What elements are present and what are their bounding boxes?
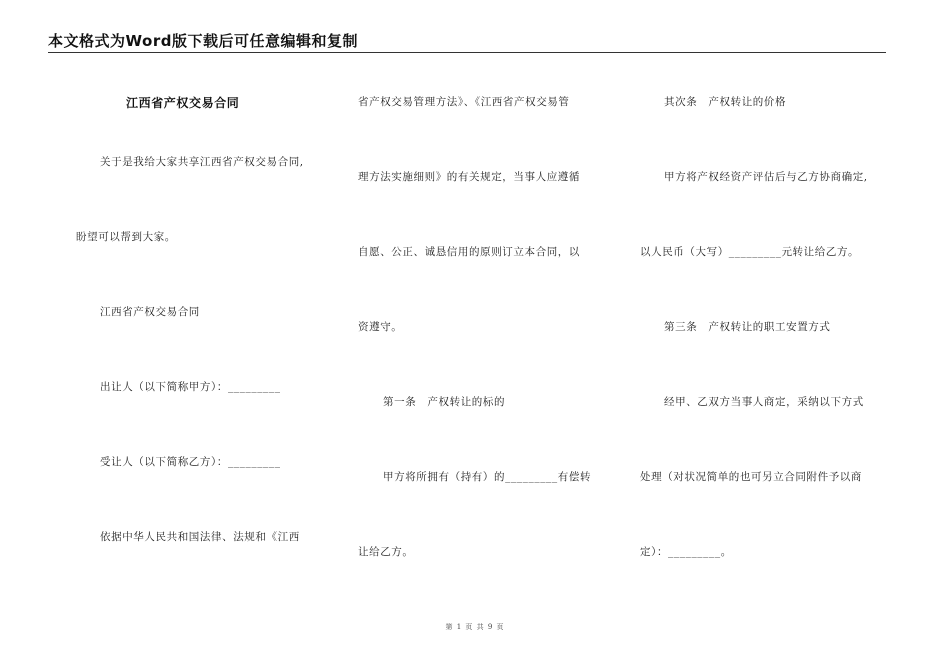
paragraph-line: 依据中华人民共和国法律、法规和《江西: [100, 531, 300, 543]
paragraph-line: 定）：_________。: [640, 546, 732, 558]
paragraph-line: 自愿、公正、诚恳信用的原则订立本合同，以: [358, 246, 580, 258]
page-number: 第 1 页 共 9 页: [445, 623, 505, 631]
article-heading: 第三条 产权转让的职工安置方式: [664, 321, 831, 333]
document-title: 江西省产权交易合同: [126, 96, 240, 110]
paragraph-line: 理方法实施细则》的有关规定，当事人应遵循: [358, 171, 580, 183]
buyer-field-line: 受让人（以下简称乙方）：_________: [100, 456, 281, 468]
paragraph-line: 省产权交易管理方法》、《江西省产权交易管: [358, 96, 570, 108]
paragraph-line: 以人民币（大写）_________元转让给乙方。: [640, 246, 860, 258]
document-banner: 本文格式为Word版下载后可任意编辑和复制: [48, 32, 358, 50]
paragraph-line: 处理（对状况简单的也可另立合同附件予以商: [640, 471, 862, 483]
paragraph-line: 经甲、乙双方当事人商定，采纳以下方式: [664, 396, 864, 408]
paragraph-line: 甲方将所拥有（持有）的_________有偿转: [383, 471, 592, 483]
paragraph-line: 让给乙方。: [358, 546, 414, 558]
paragraph-line: 关于是我给大家共享江西省产权交易合同,: [100, 156, 304, 168]
paragraph-line: 甲方将产权经资产评估后与乙方协商确定,: [664, 171, 868, 183]
paragraph-line: 资遵守。: [358, 321, 403, 333]
header-divider: [48, 52, 886, 53]
article-heading: 其次条 产权转让的价格: [664, 96, 787, 108]
paragraph-line: 盼望可以帮到大家。: [76, 231, 176, 243]
seller-field-line: 出让人（以下简称甲方）：_________: [100, 381, 281, 393]
section-heading: 江西省产权交易合同: [100, 306, 200, 318]
article-heading: 第一条 产权转让的标的: [383, 396, 506, 408]
